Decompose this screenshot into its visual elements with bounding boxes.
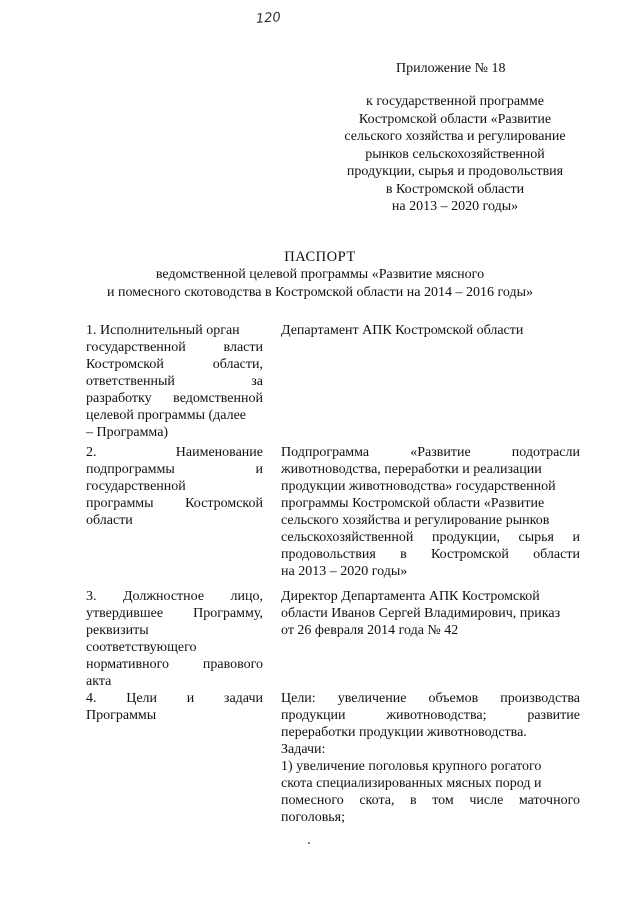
text-fragment: ведомственной xyxy=(173,391,263,406)
page-number: 120 xyxy=(255,10,282,27)
text-fragment: подпрограммы xyxy=(86,462,175,477)
text-fragment: Цели: xyxy=(281,691,316,706)
text-fragment: разработку xyxy=(86,391,152,406)
text-line xyxy=(86,478,263,495)
text-fragment: целевой программы (далее xyxy=(86,408,247,423)
text-line xyxy=(281,461,580,478)
text-fragment: ответственный xyxy=(86,374,175,389)
text-fragment: реквизиты xyxy=(86,623,149,638)
text-line xyxy=(86,673,263,690)
text-fragment: 1) увеличение поголовья крупного рогатого xyxy=(281,759,542,774)
text-fragment: том xyxy=(432,793,454,808)
text-fragment: Программу, xyxy=(193,606,263,621)
text-line xyxy=(281,588,580,605)
text-fragment: области xyxy=(86,513,133,528)
appendix-note-line: к государственной программе xyxy=(366,94,544,109)
text-line xyxy=(281,707,580,724)
text-fragment: продукции, xyxy=(431,530,500,545)
text-fragment: увеличение xyxy=(337,691,407,706)
text-fragment: утвердившее xyxy=(86,606,164,621)
text-fragment: продукции xyxy=(281,708,346,723)
text-fragment: области, xyxy=(212,357,263,372)
text-line xyxy=(281,758,580,775)
text-line xyxy=(86,356,263,373)
text-fragment: государственной xyxy=(86,479,186,494)
text-fragment: помесного xyxy=(281,793,344,808)
text-fragment: Должностное xyxy=(122,589,205,604)
text-fragment: на 2013 – 2020 годы» xyxy=(281,564,408,579)
text-fragment: маточного xyxy=(518,793,580,808)
text-fragment: производства xyxy=(500,691,580,706)
row-label xyxy=(86,588,263,690)
text-fragment: области Иванов Сергей Владимирович, приказ xyxy=(281,606,561,621)
text-fragment: правового xyxy=(202,657,263,672)
text-fragment: за xyxy=(251,374,263,389)
text-line xyxy=(86,322,263,339)
appendix-note-line: продукции, сырья и продовольствия xyxy=(346,164,564,179)
text-line xyxy=(281,546,580,563)
text-line xyxy=(86,690,263,707)
row-label xyxy=(86,444,263,529)
text-fragment: 3. xyxy=(86,589,97,604)
appendix-note-line: рынков сельскохозяйственной xyxy=(365,146,545,162)
text-fragment: Костромской xyxy=(86,357,164,372)
text-line xyxy=(86,461,263,478)
text-fragment: 4. xyxy=(86,691,97,706)
text-line xyxy=(86,639,263,656)
passport-title: ПАСПОРТ xyxy=(284,249,356,265)
text-fragment: «Развитие xyxy=(410,445,471,460)
text-fragment: – Программа) xyxy=(86,425,169,440)
text-fragment: переработки продукции животноводства. xyxy=(281,725,527,740)
text-fragment: и xyxy=(255,462,263,477)
text-fragment: Костромской xyxy=(185,496,263,511)
text-fragment: сырья xyxy=(518,530,554,545)
text-line xyxy=(86,622,263,639)
text-line xyxy=(281,512,580,529)
text-fragment: от 26 февраля 2014 года № 42 xyxy=(281,623,459,638)
row-value xyxy=(281,588,580,639)
text-fragment: сельского хозяйства и регулирование рынков xyxy=(281,513,550,528)
text-fragment: подотрасли xyxy=(511,445,580,460)
appendix-note-line: в Костромской области xyxy=(385,181,525,197)
text-line xyxy=(86,407,263,424)
text-fragment: животноводства, переработки и реализации xyxy=(281,462,542,477)
text-fragment: 2. xyxy=(86,445,97,460)
passport-subtitle xyxy=(0,266,640,302)
text-line xyxy=(281,622,580,639)
text-fragment: в xyxy=(400,547,407,562)
text-line xyxy=(86,390,263,407)
row-label xyxy=(86,322,263,441)
text-fragment: Задачи: xyxy=(281,742,326,757)
text-line xyxy=(281,495,580,512)
text-fragment: сельскохозяйственной xyxy=(281,530,414,545)
row-label xyxy=(86,690,263,724)
text-fragment: и xyxy=(186,691,195,706)
text-fragment: акта xyxy=(86,674,112,689)
text-fragment: 1. Исполнительный орган xyxy=(86,323,240,338)
text-fragment: продукции животноводства» государственной xyxy=(281,479,556,494)
text-line xyxy=(281,529,580,546)
text-line xyxy=(86,339,263,356)
text-line xyxy=(281,444,580,461)
scan-speck xyxy=(308,842,310,844)
text-fragment: области xyxy=(533,547,580,562)
text-fragment: программы xyxy=(86,496,154,511)
passport-subtitle-line: ведомственной целевой программы «Развитие мясного xyxy=(155,267,485,282)
text-line xyxy=(86,495,263,512)
text-fragment: лицо, xyxy=(230,589,263,604)
text-line xyxy=(281,724,580,741)
text-fragment: животноводства; xyxy=(386,708,487,723)
appendix-note xyxy=(320,93,590,216)
text-line xyxy=(86,424,263,441)
text-fragment: Директор Департамента АПК Костромской xyxy=(281,589,540,604)
text-fragment: Программы xyxy=(86,708,157,723)
text-fragment: поголовья; xyxy=(281,810,346,825)
text-line xyxy=(281,322,580,339)
passport-heading xyxy=(0,248,640,302)
appendix-note-line: сельского хозяйства и регулирование xyxy=(344,129,566,144)
text-line xyxy=(86,656,263,673)
text-line xyxy=(86,444,263,461)
text-fragment: скота, xyxy=(359,793,395,808)
text-fragment: власти xyxy=(223,340,263,355)
text-fragment: объемов xyxy=(428,691,479,706)
text-fragment: числе xyxy=(469,793,504,808)
text-fragment: продовольствия xyxy=(281,547,376,562)
text-line xyxy=(86,512,263,529)
text-line xyxy=(86,707,263,724)
text-line xyxy=(281,478,580,495)
appendix-note-line: на 2013 – 2020 годы» xyxy=(391,199,519,214)
text-fragment: государственной xyxy=(86,340,186,355)
text-fragment: задачи xyxy=(223,691,263,706)
text-fragment: Подпрограмма xyxy=(281,445,370,460)
appendix-note-line: Костромской области «Развитие xyxy=(358,111,552,127)
text-line xyxy=(281,605,580,622)
text-fragment: скота специализированных мясных пород и xyxy=(281,776,542,791)
text-line xyxy=(86,373,263,390)
text-fragment: Наименование xyxy=(175,445,263,460)
row-value xyxy=(281,322,580,339)
text-line xyxy=(281,792,580,809)
appendix-title: Приложение № 18 xyxy=(396,61,506,76)
text-fragment: программы Костромской области «Развитие xyxy=(281,496,545,511)
text-line xyxy=(281,741,580,758)
text-fragment: Департамент АПК Костромской области xyxy=(281,323,524,338)
row-value xyxy=(281,690,580,826)
text-line xyxy=(86,605,263,622)
text-fragment: развитие xyxy=(527,708,580,723)
text-line xyxy=(281,775,580,792)
row-value xyxy=(281,444,580,580)
text-fragment: нормативного xyxy=(86,657,170,672)
text-fragment: Костромской xyxy=(430,547,509,562)
text-fragment: и xyxy=(572,530,580,545)
text-line xyxy=(281,809,580,826)
text-fragment: Цели xyxy=(126,691,158,706)
text-line xyxy=(281,690,580,707)
text-line xyxy=(281,563,580,580)
text-fragment: в xyxy=(410,793,417,808)
text-fragment: соответствующего xyxy=(86,640,197,655)
passport-subtitle-line: и помесного скотоводства в Костромской области на 2014 – 2016 годы» xyxy=(106,285,533,300)
text-line xyxy=(86,588,263,605)
